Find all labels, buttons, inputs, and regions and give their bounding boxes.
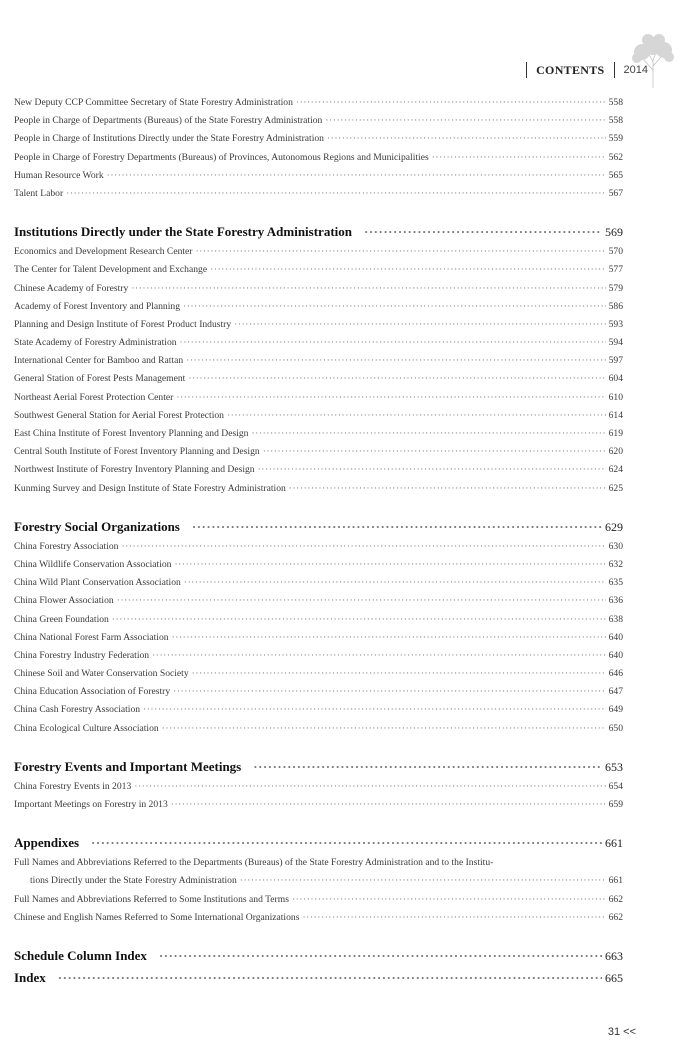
dot-leader (432, 149, 606, 167)
entry-title: Academy of Forest Inventory and Planning (14, 300, 180, 312)
page-ref: 665 (605, 970, 623, 985)
dot-leader (234, 316, 605, 334)
dot-leader (121, 538, 605, 556)
page-ref: 562 (608, 151, 623, 163)
entry-title: China Green Foundation (14, 613, 109, 625)
entry-title: China Forestry Events in 2013 (14, 780, 132, 792)
page-ref: 649 (608, 704, 623, 716)
dot-leader (263, 443, 606, 461)
page-ref: 570 (608, 246, 623, 258)
toc-entry[interactable] (14, 370, 623, 388)
dot-leader (192, 665, 606, 683)
entry-title: China Cash Forestry Association (14, 704, 141, 716)
dot-leader (117, 592, 606, 610)
dot-leader (196, 243, 606, 261)
toc-entry[interactable] (14, 778, 623, 796)
dot-leader (143, 701, 606, 719)
dot-leader (253, 756, 602, 778)
entry-title: Chinese and English Names Referred to Some International Organizations (14, 911, 300, 923)
entry-title: General Station of Forest Pests Management (14, 373, 186, 385)
entry-title: China Flower Association (14, 595, 114, 607)
toc-entry[interactable] (14, 701, 623, 719)
entry-title: Human Resource Work (14, 169, 104, 181)
dot-leader (325, 112, 605, 130)
page-ref: 663 (605, 948, 623, 963)
toc-entry[interactable] (14, 629, 623, 647)
toc-entry[interactable] (14, 94, 623, 112)
dot-leader (210, 261, 606, 279)
page-ref: 640 (608, 631, 623, 643)
page-ref: 559 (608, 133, 623, 145)
dot-leader (91, 832, 602, 854)
toc-entry[interactable] (14, 574, 623, 592)
dot-leader (180, 334, 606, 352)
entry-title: Economics and Development Research Center (14, 246, 193, 258)
toc-entry[interactable] (14, 280, 623, 298)
dot-leader (58, 967, 602, 989)
dot-leader (183, 298, 606, 316)
entry-title: Planning and Design Institute of Forest Product Industry (14, 318, 232, 330)
page-ref: 610 (608, 391, 623, 403)
table-of-contents (14, 94, 623, 989)
section-title: Index (14, 969, 46, 985)
entry-title: East China Institute of Forest Inventory Planning and Design (14, 428, 249, 439)
page-ref: 614 (608, 409, 623, 421)
dot-leader (364, 221, 602, 243)
page-ref: 632 (608, 558, 623, 570)
entry-title: International Center for Bamboo and Rattan (14, 355, 184, 367)
page-ref: 635 (608, 577, 623, 589)
toc-entry[interactable] (14, 538, 623, 556)
page-ref: 653 (605, 759, 623, 774)
dot-leader (296, 94, 606, 112)
toc-entry[interactable] (14, 261, 623, 279)
page-ref: 604 (608, 373, 623, 385)
entry-title: State Academy of Forestry Administration (14, 337, 177, 349)
page-ref: 647 (608, 686, 623, 698)
entry-title: Kunming Survey and Design Institute of State Forestry Administration (14, 482, 286, 494)
page-ref: 650 (608, 722, 623, 734)
tree-logo-icon (628, 30, 678, 90)
toc-entry[interactable] (14, 665, 623, 683)
entry-title: People in Charge of Departments (Bureaus) of the State Forestry Administration (14, 115, 323, 127)
page-ref: 629 (605, 519, 623, 534)
dot-leader (184, 574, 606, 592)
page-ref: 558 (608, 97, 623, 108)
page-ref: 640 (608, 649, 623, 661)
entry-title: The Center for Talent Development and Exchange (14, 264, 208, 276)
entry-title: Central South Institute of Forest Inventory Planning and Design (14, 446, 260, 458)
entry-title: China Ecological Culture Association (14, 722, 159, 734)
section-heading[interactable] (14, 945, 623, 967)
page-ref: 597 (608, 355, 623, 367)
page-ref: 586 (608, 300, 623, 312)
toc-entry[interactable] (14, 592, 623, 610)
entry-title: Full Names and Abbreviations Referred to Some Institutions and Terms (14, 893, 289, 905)
dot-leader (107, 167, 606, 185)
page-ref: 646 (608, 668, 623, 680)
entry-title: Northeast Aerial Forest Protection Center (14, 391, 174, 403)
toc-entry[interactable] (14, 796, 623, 814)
page-ref: 654 (608, 780, 623, 792)
toc-entry[interactable] (14, 611, 623, 629)
section-heading[interactable] (14, 516, 623, 538)
toc-entry[interactable] (14, 647, 623, 665)
dot-leader (302, 909, 605, 927)
entry-title: China Wild Plant Conservation Association (14, 577, 181, 589)
header-year: 2014 (623, 64, 648, 76)
entry-title: Southwest General Station for Aerial Forest Protection (14, 409, 224, 421)
page-ref: 659 (608, 799, 623, 810)
toc-entry[interactable] (14, 389, 623, 407)
toc-entry-continuation[interactable] (14, 872, 623, 890)
dot-leader (162, 720, 606, 738)
toc-entry[interactable] (14, 720, 623, 738)
page-ref: 625 (608, 482, 623, 494)
dot-leader (131, 280, 605, 298)
dot-leader (289, 480, 606, 498)
page-ref: 594 (608, 337, 623, 349)
page-ref: 662 (608, 893, 623, 905)
entry-title: People in Charge of Forestry Departments (Bureaus) of Provinces, Autonomous Regions and Municipalities (14, 151, 429, 163)
dot-leader (251, 425, 605, 443)
page-ref: 636 (608, 595, 623, 607)
page-ref: 579 (608, 282, 623, 294)
entry-title: China Forestry Association (14, 540, 119, 552)
dot-leader (159, 945, 602, 967)
section-title: Appendixes (14, 835, 80, 851)
entry-title: People in Charge of Institutions Directly under the State Forestry Administration (14, 133, 324, 145)
toc-entry[interactable] (14, 316, 623, 334)
page-ref: 638 (608, 613, 623, 625)
page-ref: 630 (608, 540, 623, 552)
entry-title: Northwest Institute of Forestry Inventory Planning and Design (14, 464, 255, 476)
page-ref: 593 (608, 318, 623, 330)
header-title: CONTENTS (536, 62, 605, 77)
dot-leader (173, 683, 605, 701)
entry-title: China Education Association of Forestry (14, 686, 171, 698)
dot-leader (186, 352, 605, 370)
entry-title: New Deputy CCP Committee Secretary of State Forestry Administration (14, 97, 293, 108)
dot-leader (327, 130, 606, 148)
entry-title: Chinese Soil and Water Conservation Society (14, 668, 189, 680)
entry-title: Important Meetings on Forestry in 2013 (14, 799, 168, 810)
section-title: Forestry Events and Important Meetings (14, 758, 242, 774)
toc-entry-wrapped[interactable] (14, 854, 623, 890)
toc-entry[interactable] (14, 425, 623, 443)
section-title: Institutions Directly under the State Forestry Administration (14, 224, 352, 240)
toc-entry[interactable] (14, 909, 623, 927)
toc-entry[interactable] (14, 443, 623, 461)
toc-entry[interactable] (14, 243, 623, 261)
page-ref: 620 (608, 446, 623, 458)
page-ref: 661 (605, 836, 623, 851)
page-ref: 619 (608, 428, 623, 439)
dot-leader (112, 611, 606, 629)
toc-entry[interactable] (14, 683, 623, 701)
entry-title: China Wildlife Conservation Association (14, 558, 172, 570)
section-heading[interactable] (14, 832, 623, 854)
dot-leader (188, 370, 605, 388)
page-ref: 661 (608, 875, 623, 887)
dot-leader (134, 778, 605, 796)
dot-leader (192, 516, 602, 538)
header-divider (526, 62, 527, 78)
footer-arrows: << (623, 1026, 636, 1038)
dot-leader (258, 461, 606, 479)
toc-entry[interactable] (14, 185, 623, 203)
toc-entry[interactable] (14, 461, 623, 479)
toc-entry[interactable] (14, 112, 623, 130)
entry-title: Talent Labor (14, 187, 64, 199)
section-heading[interactable] (14, 756, 623, 778)
entry-title: China National Forest Farm Association (14, 631, 169, 643)
toc-entry[interactable] (14, 298, 623, 316)
dot-leader (174, 556, 605, 574)
toc-entry[interactable] (14, 130, 623, 148)
dot-leader (171, 796, 606, 814)
page-footer (608, 1026, 636, 1038)
dot-leader (152, 647, 606, 665)
toc-entry[interactable] (14, 407, 623, 425)
section-heading[interactable] (14, 221, 623, 243)
page-number: 31 (607, 1026, 621, 1038)
dot-leader (176, 389, 605, 407)
section-heading[interactable] (14, 967, 623, 989)
page-ref: 662 (608, 911, 623, 923)
page-ref: 577 (608, 264, 623, 276)
dot-leader (292, 891, 606, 909)
page-ref: 565 (608, 169, 623, 181)
toc-entry[interactable] (14, 891, 623, 909)
page-ref: 558 (608, 115, 623, 127)
section-title: Schedule Column Index (14, 947, 147, 963)
toc-entry[interactable] (14, 556, 623, 574)
dot-leader (227, 407, 606, 425)
page-ref: 569 (605, 225, 623, 240)
header-divider (614, 62, 615, 78)
entry-title: China Forestry Industry Federation (14, 649, 150, 661)
page-ref: 567 (608, 187, 623, 199)
section-title: Forestry Social Organizations (14, 518, 180, 534)
toc-entry[interactable] (14, 167, 623, 185)
page-ref: 624 (608, 464, 623, 476)
entry-title-line1: Full Names and Abbreviations Referred to the Departments (Bureaus) of the State Forestry Administration and to the Institu- (14, 857, 494, 869)
toc-entry[interactable] (14, 334, 623, 352)
dot-leader (240, 872, 606, 890)
entry-title: Chinese Academy of Forestry (14, 282, 129, 294)
toc-entry[interactable] (14, 149, 623, 167)
toc-entry[interactable] (14, 352, 623, 370)
entry-title: tions Directly under the State Forestry Administration (30, 875, 237, 887)
dot-leader (66, 185, 605, 203)
dot-leader (172, 629, 606, 647)
toc-entry[interactable] (14, 480, 623, 498)
